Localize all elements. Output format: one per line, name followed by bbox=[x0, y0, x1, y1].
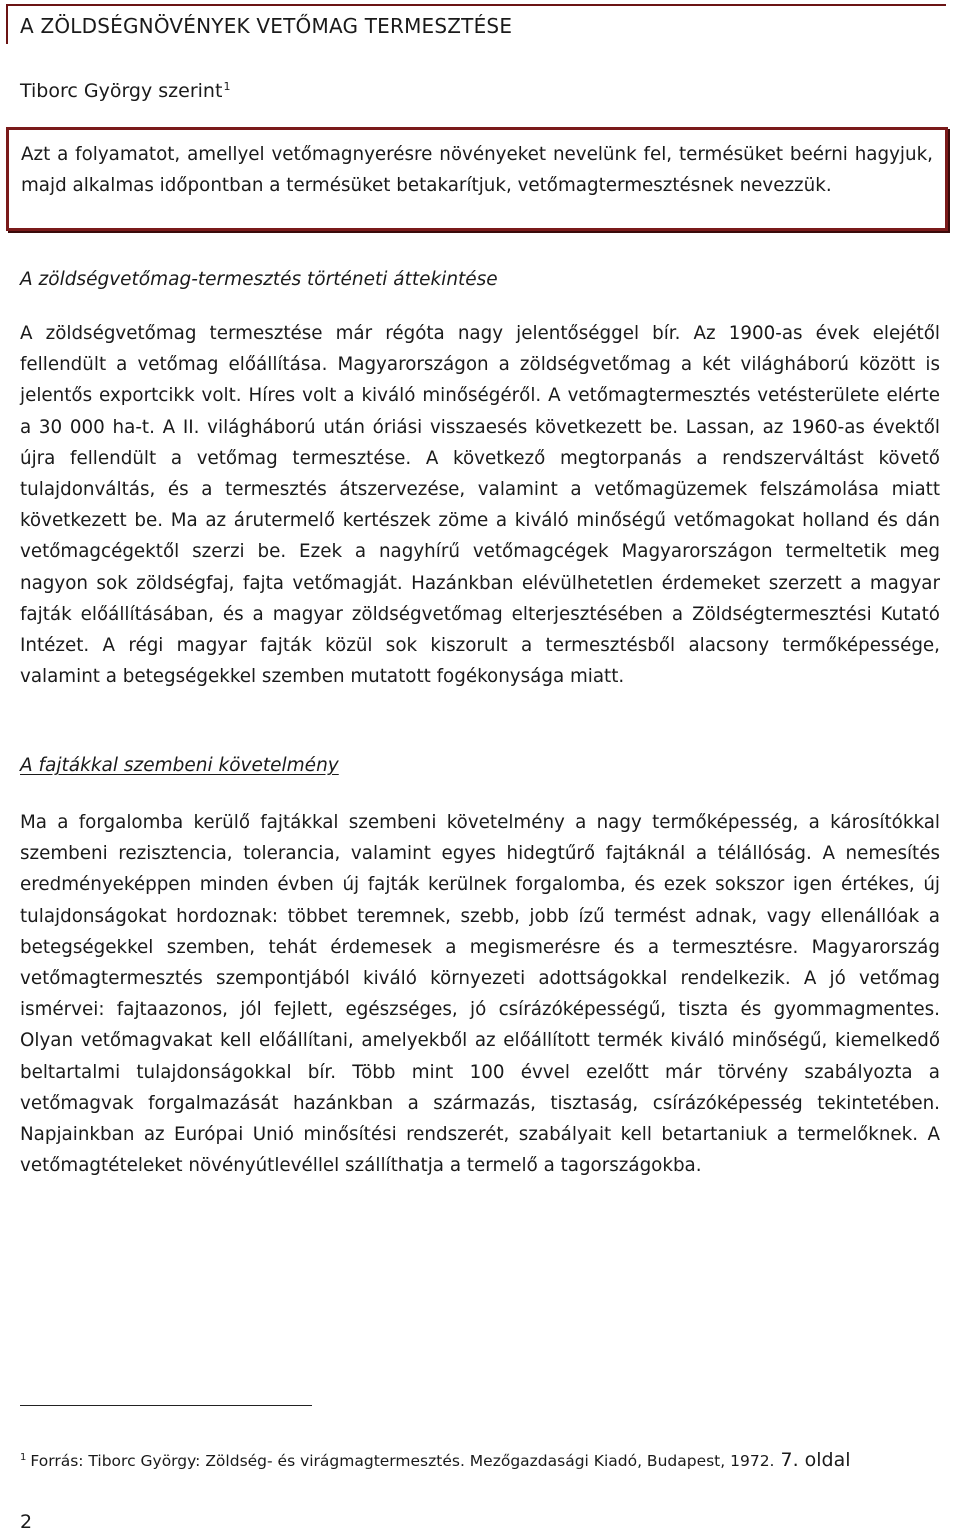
definition-box bbox=[6, 127, 948, 231]
footnote-mark: 1 bbox=[20, 1452, 27, 1463]
page-number: 2 bbox=[20, 1511, 33, 1533]
document-title: A ZÖLDSÉGNÖVÉNYEK VETŐMAG TERMESZTÉSE bbox=[20, 14, 513, 38]
author-name: Tiborc György szerint bbox=[20, 80, 223, 102]
section-body-requirements: Ma a forgalomba kerülő fajtákkal szembeni követelmény a nagy termőképesség, a károsítókkal szembeni rezisztencia, tolerancia, valamint egyes hidegtűrő fajtáknál a télállóság. A nemesítés eredményeképpen minden évben új fajták kerülnek forgalomba, és ezek sokszor igen értékes, új tulajdonságokat hordoznak: többet teremnek, szebb, jobb ízű termést adnak, vagy ellenállóak a betegségekkel szemben, tehát érdemesek a megismerésre és a termesztésre. Magyarország vetőmagtermesztés szempontjából kiváló környezeti adottságokkal rendelkezik. A jó vetőmag ismérvei: fajtaazonos, jól fejlett, egészséges, jó csírázóképességű, tiszta és gyommagmentes. Olyan vetőmagvakat kell előállítani, amelyekből az előállított termék kiváló minőségű, kiemelkedő beltartalmi tulajdonságokkal bír. Több mint 100 évvel ezelőtt már törvény szabályozta a vetőmagvak forgalmazását hazánkban a származás, tisztaság, csírázóképesség tekintetében. Napjainkban az Európai Unió minősítési rendszerét, szabályait kell betartaniuk a termelőknek. A vetőmagtételeket növényútlevéllel szállíthatja a termelő a tagországokba. bbox=[20, 812, 940, 1177]
definition-text: Azt a folyamatot, amellyel vetőmagnyerésre növényeket nevelünk fel, termésüket beérni hagyjuk, majd alkalmas időpontban a termésüket betakarítjuk, vetőmagtermesztésnek nevezzük. bbox=[21, 144, 933, 196]
section-heading-history: A zöldségvetőmag-termesztés történeti áttekintése bbox=[20, 269, 498, 290]
section-body-history: A zöldségvetőmag termesztése már régóta nagy jelentőséggel bír. Az 1900-as évek elejétől fellendült a vetőmag előállítása. Magyarországon a zöldségvetőmag a két világháború között is jelentős exportcikk volt. Híres volt a kiváló minőségéről. A vetőmagtermesztés vetésterülete elérte a 30 000 ha-t. A II. világháború után óriási visszaesés következett be. Lassan, az 1960-as évektől újra fellendült a vetőmag termesztése. A következő megtorpanás a rendszerváltást követő tulajdonváltás, és a termesztés átszervezése, valamint a vetőmagüzemek felszámolása miatt következett be. Ma az árutermelő kertészek zöme a kiváló minőségű vetőmagokat holland és dán vetőmagcégektől szerzi be. Ezek a nagyhírű vetőmagcégek Magyarországon termeltetik meg nagyon sok zöldségfaj, fajta vetőmagját. Hazánkban elévülhetetlen érdemeket szerzett a magyar fajták előállításában, és a magyar zöldségvetőmag elterjesztésében a Zöldségtermesztési Kutató Intézet. A régi magyar fajták közül sok kiszorult a termesztésből alacsony termőképessége, valamint a betegségekkel szemben mutatott fogékonysága miatt. bbox=[20, 323, 940, 688]
footnote-separator bbox=[20, 1405, 312, 1406]
footnote bbox=[20, 1449, 851, 1471]
section-heading-requirements: A fajtákkal szembeni követelmény bbox=[20, 755, 339, 776]
footnote-text: Forrás: Tiborc György: Zöldség- és virágmagtermesztés. Mezőgazdasági Kiadó, Budapest, 1972. bbox=[30, 1452, 775, 1470]
author-line bbox=[20, 80, 230, 102]
footnote-page-ref: 7. oldal bbox=[780, 1449, 851, 1471]
footnote-reference[interactable]: 1 bbox=[223, 80, 231, 93]
